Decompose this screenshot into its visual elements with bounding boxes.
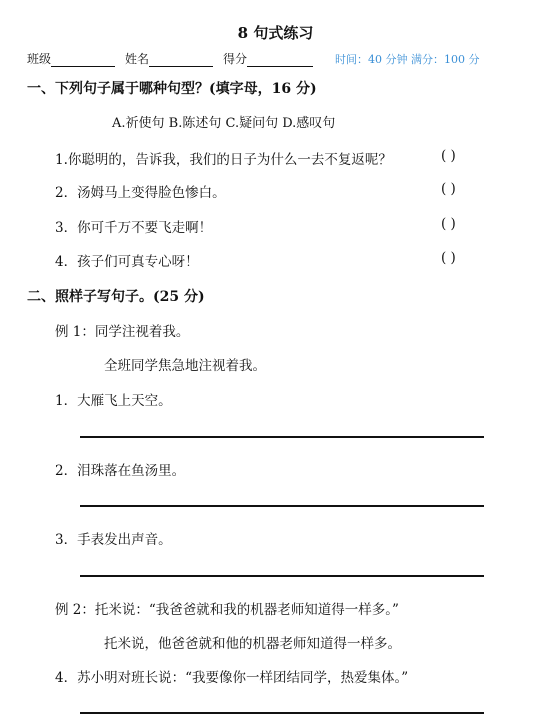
exercise-1: 1．大雁飞上天空。 <box>55 393 172 409</box>
answer-line-2[interactable] <box>80 505 484 507</box>
class-label: 班级 <box>27 52 52 66</box>
example-1-label: 例 1：同学注视着我。 <box>55 324 190 340</box>
exercise-3: 3．手表发出声音。 <box>55 532 172 548</box>
answer-line-3[interactable] <box>80 575 484 577</box>
name-blank[interactable] <box>149 52 213 67</box>
score-label: 得分 <box>223 52 248 66</box>
exercise-4: 4．苏小明对班长说：“我要像你一样团结同学，热爱集体。” <box>55 670 409 686</box>
time-info: 时间：40 分钟 满分：100 分 <box>335 53 480 66</box>
answer-paren-2[interactable]: ( ) <box>441 181 456 197</box>
name-label: 姓名 <box>125 52 150 66</box>
student-info-row <box>27 50 480 67</box>
question-3: 3．你可千万不要飞走啊！ <box>55 220 213 236</box>
example-1-answer: 全班同学焦急地注视着我。 <box>104 358 266 374</box>
page-title: 8 句式练习 <box>237 24 314 42</box>
class-blank[interactable] <box>51 52 115 67</box>
answer-line-4[interactable] <box>80 712 484 714</box>
exercise-2: 2．泪珠落在鱼汤里。 <box>55 463 186 479</box>
answer-paren-1[interactable]: ( ) <box>441 148 456 164</box>
question-4: 4．孩子们可真专心呀！ <box>55 254 199 270</box>
answer-line-1[interactable] <box>80 436 484 438</box>
section1-heading: 一、下列句子属于哪种句型？(填字母，16 分) <box>27 81 317 97</box>
options-line: A.祈使句 B.陈述句 C.疑问句 D.感叹句 <box>112 116 336 131</box>
example-2-label: 例 2：托米说：“我爸爸就和我的机器老师知道得一样多。” <box>55 602 399 618</box>
answer-paren-4[interactable]: ( ) <box>441 250 456 266</box>
example-2-answer: 托米说，他爸爸就和他的机器老师知道得一样多。 <box>104 636 401 652</box>
question-2: 2．汤姆马上变得脸色惨白。 <box>55 185 226 201</box>
score-blank[interactable] <box>247 52 313 67</box>
question-1: 1.你聪明的，告诉我，我们的日子为什么一去不复返呢？ <box>55 152 392 168</box>
answer-paren-3[interactable]: ( ) <box>441 216 456 232</box>
section2-heading: 二、照样子写句子。(25 分) <box>27 289 205 305</box>
